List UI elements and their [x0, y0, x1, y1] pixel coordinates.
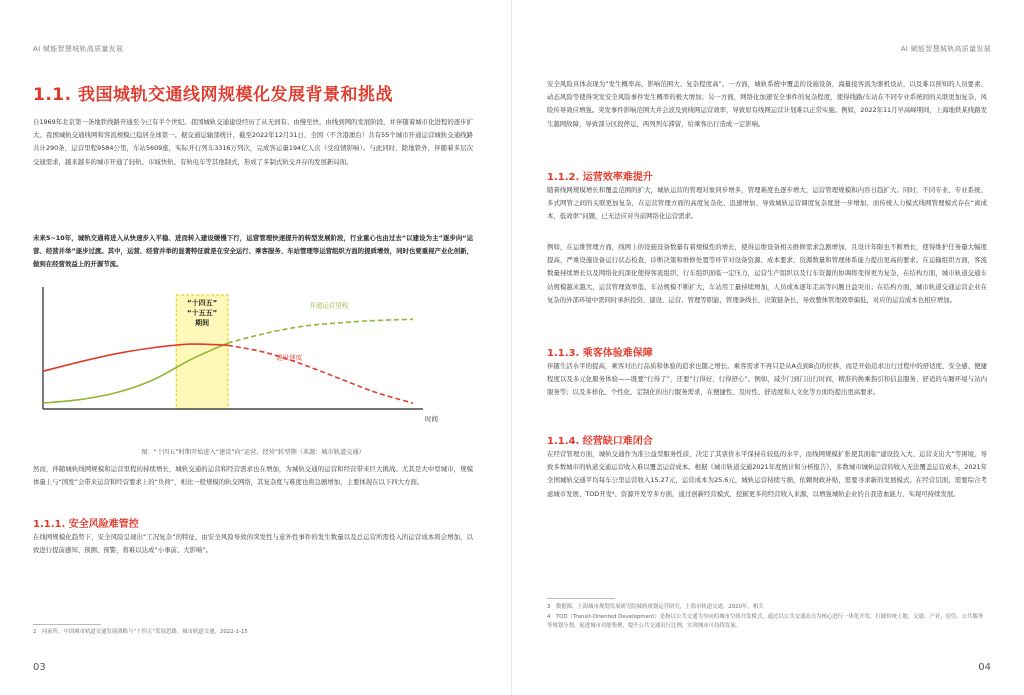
right-page: [512, 0, 1024, 695]
footnote-4: 4 TOD（Transit-Oriented Development）是指以公共交通为导向的城市空间开发模式，通过以公共交通站点为核心进行一体化开发，打破传统土地、交通、产业、居住、公共服务等规划分割，促进城市功能集聚，提升公共交通出行比例，实现城市可持续发展。: [547, 614, 984, 629]
series-label-construction-speed: 建设速度: [276, 353, 303, 362]
development-chart: [33, 285, 473, 445]
footnote-3: 3 数据源，上海城市规划发展研究院城轨规划运营研究，上海市轨道交通，2020年，相关: [547, 604, 764, 610]
band-label-line: 期间: [195, 319, 210, 327]
series-line-construction-speed-forecast: [228, 345, 413, 403]
band-label-line: “十四五”: [186, 299, 218, 307]
chart-caption: 图：“十四五”时期开始进入“建设”向“运营、经营”转型期（来源：城市轨道交通）: [141, 449, 365, 456]
page-number-right: 04: [978, 662, 991, 673]
paragraph-business-gap: 在经营管理方面，城轨交通作为准公益型服务性质，决定了其票价水平保持在较低的水平，而线网规模扩张使其面临“建设投入大、运营支出大”等困境，导致多数城市的轨道交通运营收入难以覆盖运营成本。根据《城市轨道交通2021年度统计和分析报告》，多数城市城轨运营的收入无法覆盖运营成本，2021年全国城轨交通平均每车公里运营收入15.27元，运营成本为25.6元，城轨运营持续亏损，依赖财政补贴，需要寻求新的发展模式。在经营层面，需要综合考虑城市发展、TOD开发⁴、资源开发等多方面，通过创新经营模式，挖掘更多的经营收入来源，以增强城轨企业的自我造血能力，实现可持续发展。: [547, 450, 987, 498]
band-label-line: “十五五”: [186, 309, 218, 317]
section-heading: 1.1. 我国城轨交通线网规模化发展背景和挑战: [33, 85, 393, 105]
paragraph-safety-detail: 安全风险具体表现为“发生概率高、影响范围大、复杂程度高”。一方面，城轨系统中覆盖的设施设备，海量接客流为驱机设站，以及难以预知的人员要素、动态风险等使得突发安全风险事件发生概率的极大增加；另一方面，网络化加速安全事件的复杂程度，使得线路/车站在不同专业系统间的关联更加复杂，风险传导效应增强。突发事件影响范围大并会波及到线网运营效率，导致原有线网运营计划难以正常实施。例如，2022年11月早高峰期间，上海地铁某线路发生越网故障，导致部分区段停运，两列列车滞留，给乘客出行造成一定影响。: [547, 80, 987, 128]
paragraph-safety-risk: 在线网规模化趋势下，安全风险呈现出“工况复杂”的特征，由安全风险导致的突发性与意外性事件的发生数量以及总运营所需投入的运营成本将会增加，以致进行提前感知、预测、预警，将难以达成“小事前、大影响”。: [33, 533, 473, 555]
paragraph-background: 自1969年北京第一条地铁线路开通至今已有半个世纪。我国城轨交通建设经历了从无到有、由慢至快，由线到网的发展阶段，并伴随着城市化进程的逐步扩大。我国城轨交通线网和客流规模已稳居全球第一。据交通运输部统计，截至2022年12月31日，全国（不含港澳台）共有55个城市开通运营城轨交通线路共计290条，运营里程9584公里，车站5609座，实际开行列车3316万列次，完成客运量194亿人次（受疫情影响）。与此同时，除地铁外，伴随着多层次交通需求，越来越多的城市开通了轻轨、市域快轨、有轨电车等其他制式，形成了多制式轨交并存的发展新局面。: [33, 118, 473, 166]
paragraph-outlook: 未来5~10年，城轨交通将进入从快速步入平稳、进而转入建设缓慢下行，运营管理快速提升的转型发展阶段，行业重心也由过去“以建设为主”逐步向“运营、经营并举”逐步过渡。其中，运营、经营并举的显著特征就是在安全运行、乘客服务、车站管理等运营组织方面的提质增效，同时也要重视产业化创新，做到在经营效益上的开源节流。: [33, 234, 473, 269]
footnote: 2 同前所，中国城市轨道交通发展战略与“十四五”发展思路，城市轨道交通，2022-1-15: [33, 629, 248, 635]
paragraph-challenges: 然而，伴随城轨线网规模和运营里程的持续增长，城轨交通的运营和经营需求也在增加，为城轨交通的运营和经营带来巨大挑战。尤其是大中型城市，规模体量上与“国发”会带来运营和经营要求上的“负荷”，相比一般规模的轨交网络，其复杂度与难度也将急剧增加，主要体现在以下四大方面。: [33, 465, 473, 487]
subheading-safety-risk: 1.1.1. 安全风险难管控: [33, 519, 139, 530]
paragraph-operations-maintenance: 例如，在运维管理方面，线网上的设施设备数量有着规模性的增长，使得运维设备相关维修需求急剧增加，且设计年限也不断增长，使得维护任务量大幅度提高，严重设施设备运行状态检查，诊断决策和维修处置等环节对设备资源、成本要求、资源数量和管理体系能力提出更高的要求。在运输组织方面，客流数量持续增长以及网络化的深化使得客流组织、行车组织面临一定压力，运营生产组织以及行车资源的协调将变得更为复杂，在结构方面，城市轨道交通车站规模越来越大，运营管理效率低、车站规模不断扩大，车站用工量持续增加，人员成本逐年走高等问题日益突出；在结构方面，城市轨道交通运营企业在复杂的外部环境中需同时承担投资、建设、运营、管理等职能，管理条线长，决策链条长，导致整体管理效率偏低，对应的运营成本也相应增加。: [547, 243, 987, 304]
subheading-efficiency: 1.1.2. 运营效率难提升: [547, 172, 653, 183]
series-label-operating-mileage: 开通运营里程: [309, 301, 349, 310]
paragraph-efficiency: 随着线网规模增长和覆盖范围的扩大，城轨运营的管理对象同步增多，管理难度也逐步增大，运营管理规模和内容日趋扩大。同时，不同专业、专业系统、多式网管之间的关联更加复杂，在运营管理方面的高度复杂化、迅速增加、导致城轨运营调度复杂度进一步增加，而传统人力模式线网管理模式存在“离成本，低效率”问题，已无法应对当前网络化运营需求。: [547, 186, 987, 221]
page-number-left: 03: [33, 662, 46, 673]
x-axis-label: 时间: [425, 415, 438, 423]
series-line-operating-mileage-forecast: [228, 319, 413, 343]
running-head-left: AI 赋能智慧城轨高质量发展: [33, 45, 124, 53]
footnote-divider: [547, 598, 615, 599]
running-head-right: AI 赋能智慧城轨高质量发展: [900, 45, 991, 53]
footnote-divider: [33, 624, 101, 625]
subheading-passenger-experience: 1.1.3. 乘客体验难保障: [547, 348, 653, 359]
subheading-business-gap: 1.1.4. 经营缺口难闭合: [547, 436, 653, 447]
paragraph-passenger-experience: 伴随生活水平的提高，乘客对出行品质和体验的追求也随之增长。乘客需求不再只是从A点到B点的位移，而是开始追求出行过程中的舒适度、安全感、便捷程度以及多元化服务体验——既要“行得了”，还要“行得好、行得舒心”。例如，减少门到门出行时间，精准的换乘指引和信息服务，舒适的车厢环境与站内服务等；以及多样化、个性化、定制化的出行服务需求，在便捷性、及时性、舒适度和人文化等方面均提出更高要求。: [547, 362, 987, 397]
